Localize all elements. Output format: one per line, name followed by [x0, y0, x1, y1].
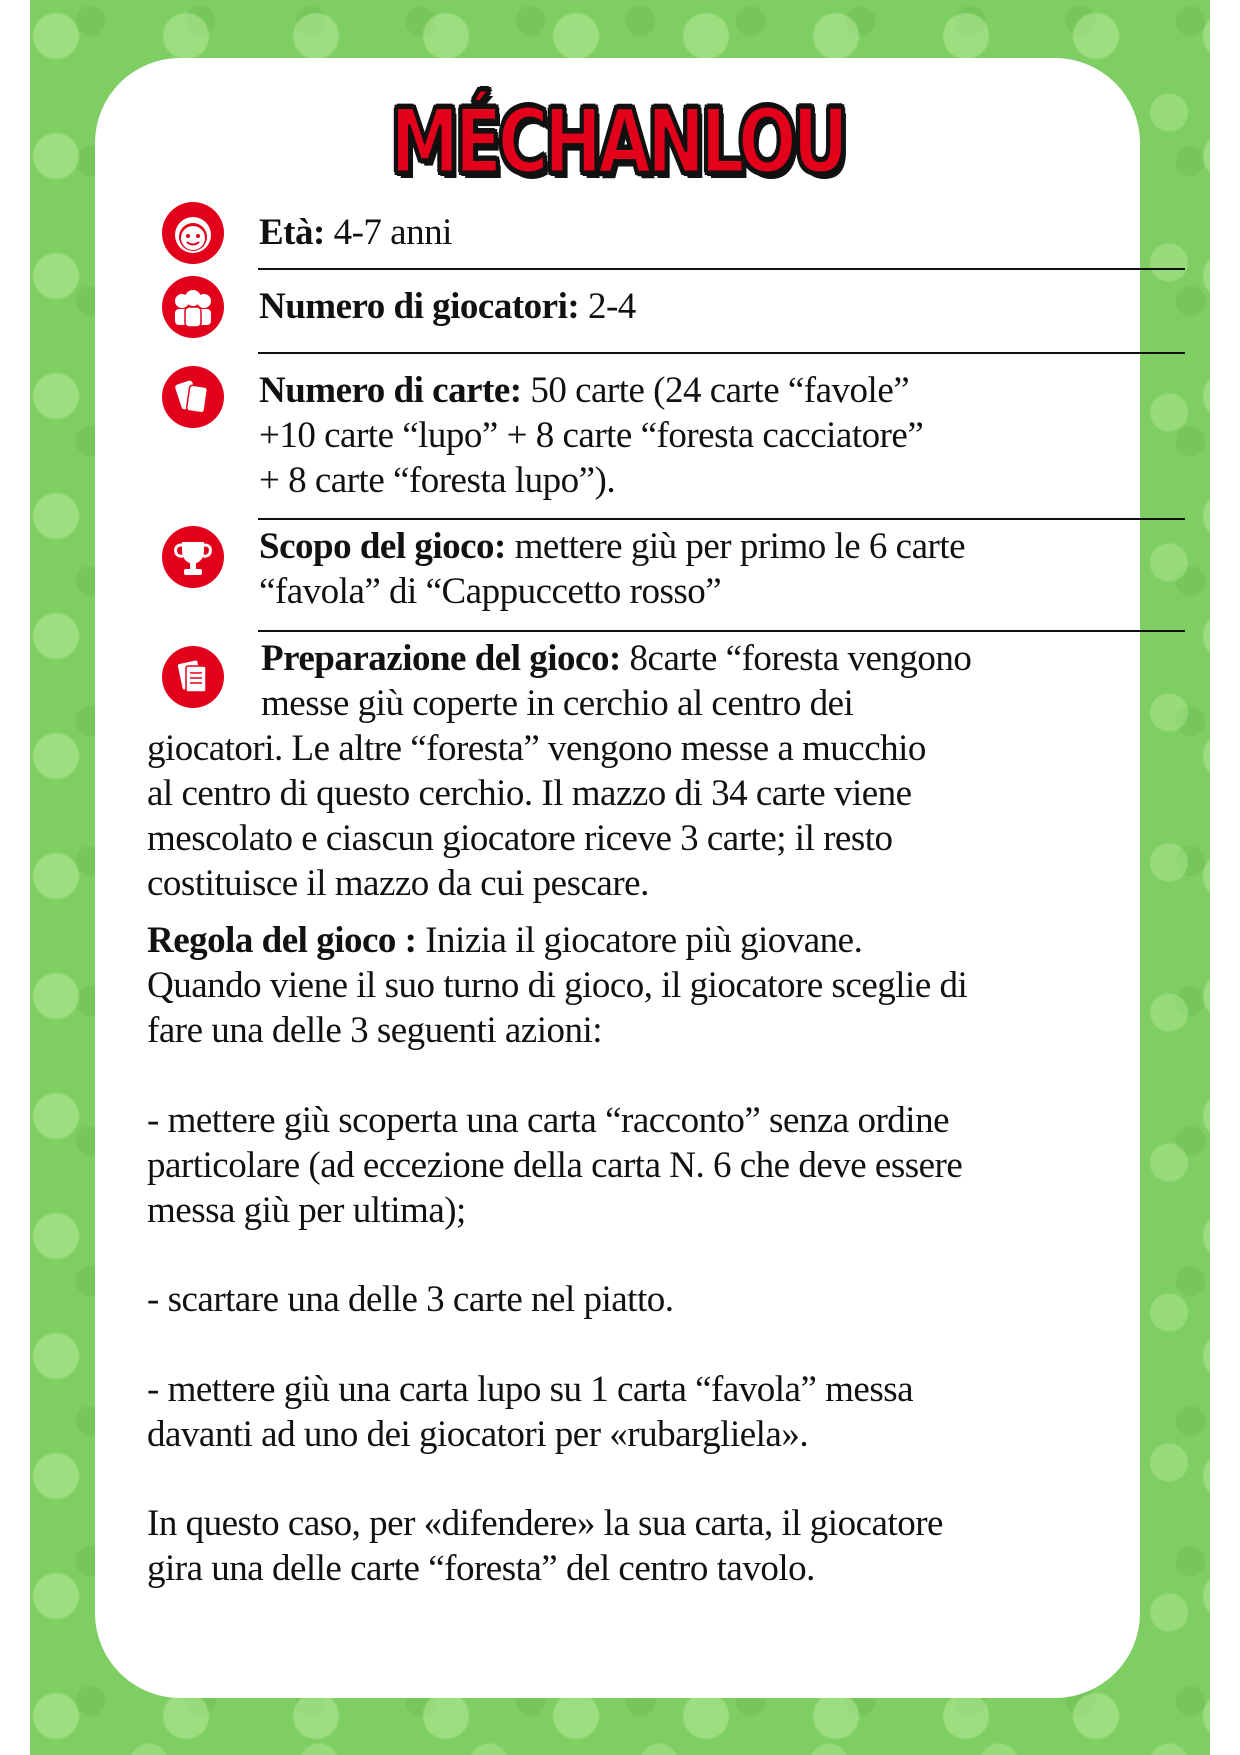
action-3: [147, 1367, 913, 1457]
trophy-icon: [162, 526, 224, 588]
rules-card: [95, 58, 1140, 1698]
preparation-label: Preparazione del gioco:: [261, 638, 621, 679]
cards-line-2: +10 carte “lupo” + 8 carte “foresta cacciatore”: [259, 415, 924, 456]
age-text: [259, 210, 452, 255]
rules-label: Regola del gioco :: [147, 920, 417, 961]
goal-label: Scopo del gioco:: [259, 526, 506, 567]
divider: [258, 518, 1185, 520]
rules-note: [147, 1501, 943, 1591]
goal-value: mettere giù per primo le 6 carte: [505, 526, 966, 567]
cards-label: Numero di carte:: [259, 370, 522, 411]
rules-line-1: [147, 918, 967, 963]
players-group-icon: [162, 276, 224, 338]
cards-value: 50 carte (24 carte “favole”: [521, 370, 910, 411]
cards-icon: [162, 366, 224, 428]
preparation-line-6: costituisce il mazzo da cui pescare.: [147, 863, 649, 904]
divider: [258, 352, 1185, 354]
players-label: Numero di giocatori:: [259, 286, 580, 327]
cards-line-1: [259, 368, 923, 413]
goal-line-2: “favola” di “Cappuccetto rosso”: [259, 571, 722, 612]
preparation-value: 8carte “foresta vengono: [620, 638, 972, 679]
cards-line-3: + 8 carte “foresta lupo”).: [259, 460, 616, 501]
note-line-2: gira una delle carte “foresta” del centro tavolo.: [147, 1548, 815, 1589]
goal-line-1: [259, 524, 965, 569]
preparation-line-2: messe giù coperte in cerchio al centro dei: [261, 683, 854, 724]
preparation-body: [147, 726, 926, 906]
rules-text: [147, 918, 967, 1053]
players-value: 2-4: [579, 286, 636, 327]
rules-line-2: Quando viene il suo turno di gioco, il giocatore sceglie di: [147, 965, 968, 1006]
preparation-line-4: al centro di questo cerchio. Il mazzo di 34 carte viene: [147, 773, 912, 814]
rules-line-3: fare una delle 3 seguenti azioni:: [147, 1010, 603, 1051]
rules-value: Inizia il giocatore più giovane.: [416, 920, 863, 961]
action-1-line-2: particolare (ad eccezione della carta N. 6 che deve essere: [147, 1145, 963, 1186]
age-label: Età:: [259, 212, 325, 253]
action-3-line-1: - mettere giù una carta lupo su 1 carta “favola” messa: [147, 1369, 914, 1410]
note-line-1: In questo caso, per «difendere» la sua carta, il giocatore: [147, 1503, 943, 1544]
preparation-line-1: [261, 636, 971, 681]
divider: [258, 630, 1185, 632]
players-line: [259, 284, 636, 329]
action-2: [147, 1277, 674, 1322]
divider: [258, 268, 1185, 270]
preparation-text: [261, 636, 971, 726]
preparation-line-5: mescolato e ciascun giocatore riceve 3 carte; il resto: [147, 818, 893, 859]
game-title: MÉCHANLOU: [390, 90, 845, 193]
age-value: 4-7 anni: [324, 212, 452, 253]
preparation-line-3: giocatori. Le altre “foresta” vengono messe a mucchio: [147, 728, 926, 769]
action-1-line-3: messa giù per ultima);: [147, 1190, 466, 1231]
action-1: [147, 1098, 962, 1233]
action-2-line-1: - scartare una delle 3 carte nel piatto.: [147, 1279, 674, 1320]
action-1-line-1: - mettere giù scoperta una carta “racconto” senza ordine: [147, 1100, 949, 1141]
goal-text: [259, 524, 965, 614]
documents-icon: [162, 646, 224, 708]
action-3-line-2: davanti ad uno dei giocatori per «rubargliela».: [147, 1414, 809, 1455]
child-face-icon: [162, 202, 224, 264]
cards-text: [259, 368, 923, 503]
